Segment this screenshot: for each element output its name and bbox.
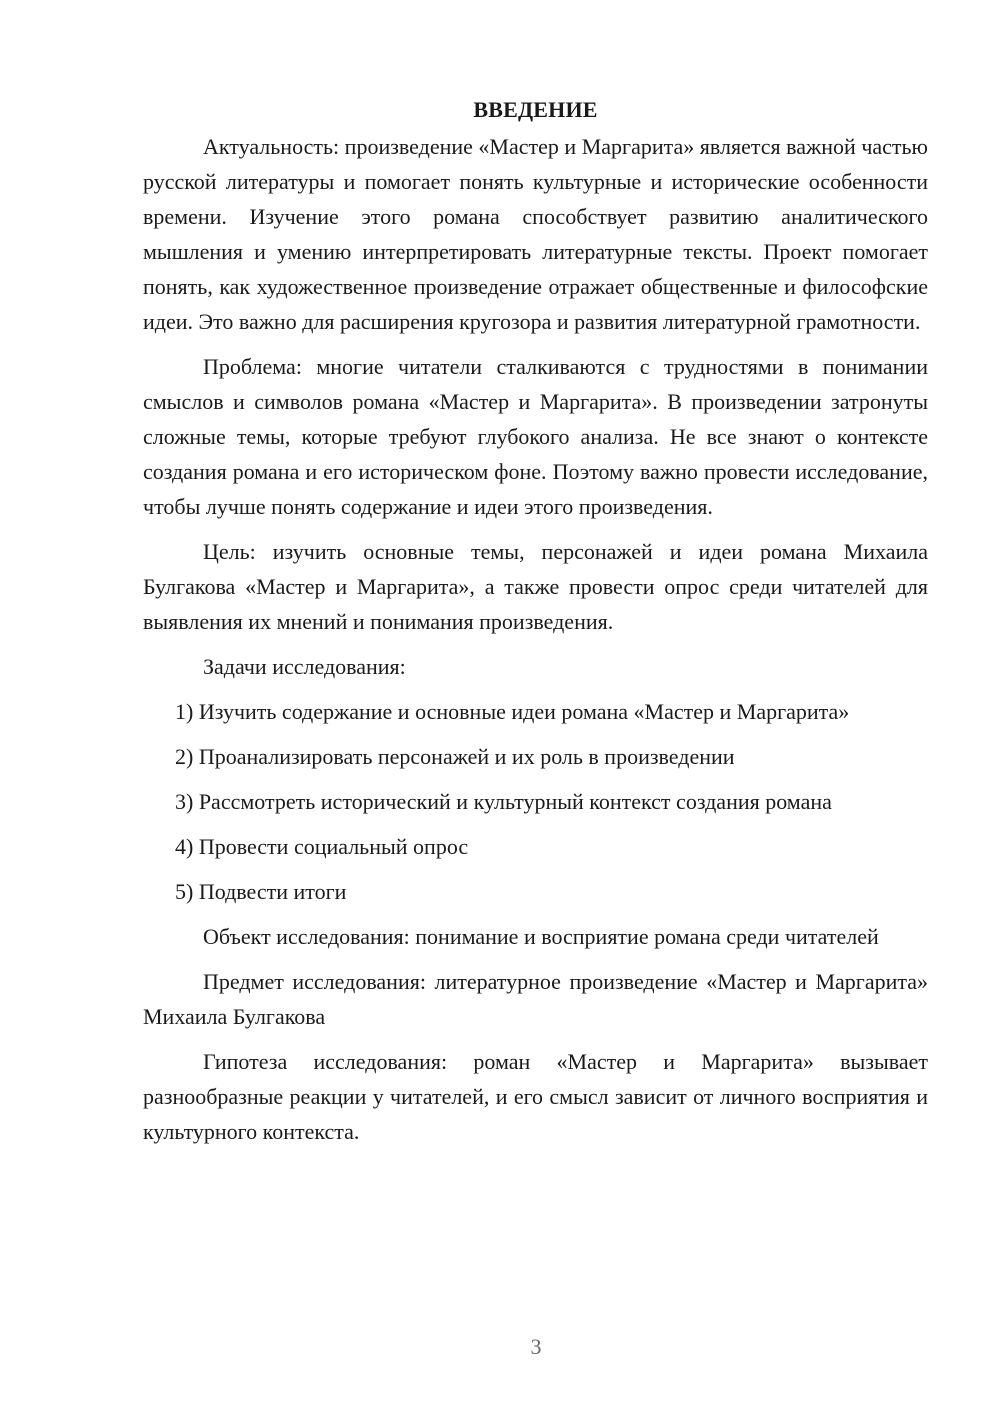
task-item-4: 4) Провести социальный опрос [175,834,469,859]
tasks-heading: Задачи исследования: [203,654,406,679]
task-item-5: 5) Подвести итоги [175,879,347,904]
page-number: 3 [530,1334,542,1359]
task-item-1: 1) Изучить содержание и основные идеи романа «Мастер и Маргарита» [175,699,850,724]
paragraph-goal: Цель: изучить основные темы, персонажей и идеи романа Михаила Булгакова «Мастер и Маргарита», а также провести опрос среди читателей для выявления их мнений и понимания произведения. [143,539,928,634]
document-page [143,92,928,1159]
paragraph-subject: Предмет исследования: литературное произведение «Мастер и Маргарита» Михаила Булгакова [143,969,928,1029]
paragraph-problem: Проблема: многие читатели сталкиваются с трудностями в понимании смыслов и символов романа «Мастер и Маргарита». В произведении затронуты сложные темы, которые требуют глубокого анализа. Не все знают о контексте создания романа и его историческом фоне. Поэтому важно провести исследование, чтобы лучше понять содержание и идеи этого произведения. [143,354,928,519]
paragraph-object: Объект исследования: понимание и восприятие романа среди читателей [203,924,879,949]
section-title: ВВЕДЕНИЕ [473,97,598,122]
paragraph-relevance: Актуальность: произведение «Мастер и Маргарита» является важной частью русской литературы и помогает понять культурные и исторические особенности времени. Изучение этого романа способствует развитию аналитического мышления и умению интерпретировать литературные тексты. Проект помогает понять, как художественное произведение отражает общественные и философские идеи. Это важно для расширения кругозора и развития литературной грамотности. [143,134,928,334]
task-item-3: 3) Рассмотреть исторический и культурный контекст создания романа [175,789,832,814]
task-item-2: 2) Проанализировать персонажей и их роль в произведении [175,744,735,769]
paragraph-hypothesis: Гипотеза исследования: роман «Мастер и Маргарита» вызывает разнообразные реакции у читателей, и его смысл зависит от личного восприятия и культурного контекста. [143,1049,928,1144]
